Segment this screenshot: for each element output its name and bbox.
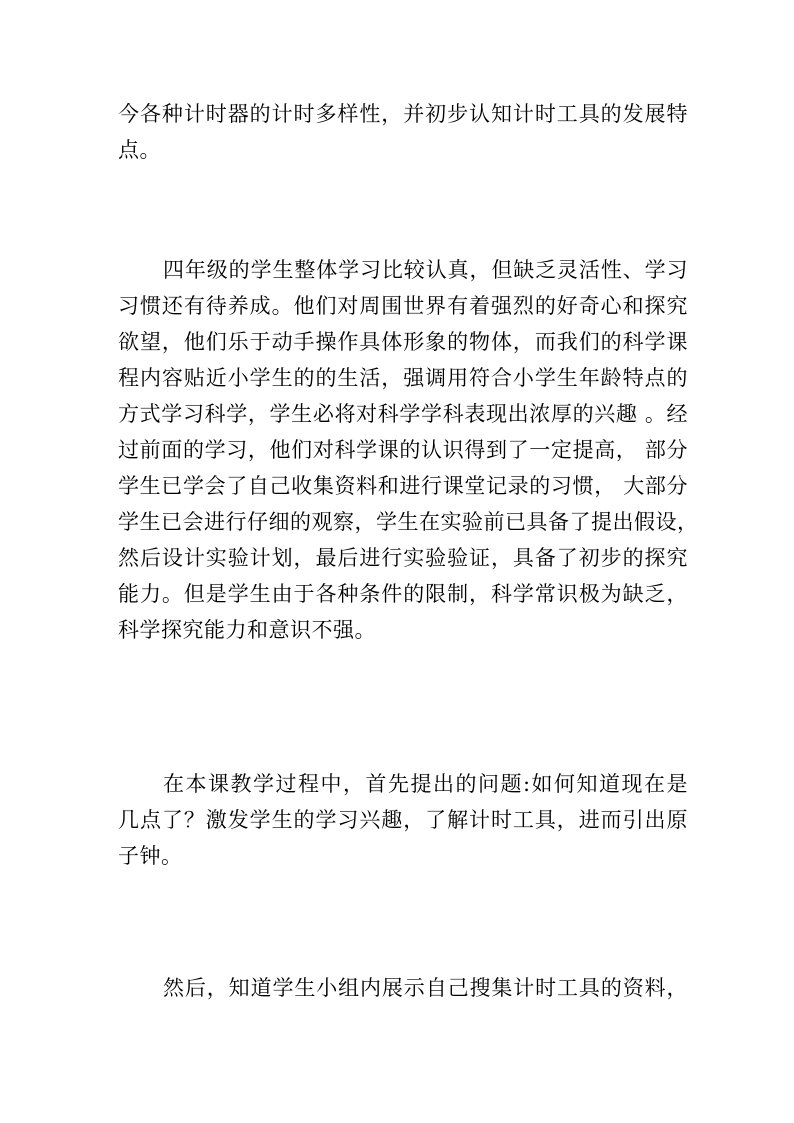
text-line: 习惯还有待养成。他们对周围世界有着强烈的好奇心和探究 bbox=[118, 294, 688, 318]
text-line: 过前面的学习，他们对科学课的认识得到了一定提高， 部分 bbox=[118, 438, 688, 462]
text-line: 程内容贴近小学生的的生活，强调用符合小学生年龄特点的 bbox=[118, 366, 688, 390]
text-line: 科学探究能力和意识不强。 bbox=[118, 618, 376, 642]
paragraph-teaching-process bbox=[118, 766, 688, 874]
text-line: 点。 bbox=[118, 138, 161, 162]
paragraph-group-presentation bbox=[118, 970, 688, 1006]
text-line: 学生已学会了自己收集资料和进行课堂记录的习惯， 大部分 bbox=[118, 474, 688, 498]
text-line: 学生已会进行仔细的观察，学生在实验前已具备了提出假设， bbox=[118, 510, 699, 534]
text-line: 在本课教学过程中，首先提出的问题:如何知道现在是 bbox=[163, 772, 688, 796]
text-line: 今各种计时器的计时多样性，并初步认知计时工具的发展特 bbox=[118, 102, 688, 126]
paragraph-student-analysis bbox=[118, 252, 699, 648]
text-line: 几点了？激发学生的学习兴趣，了解计时工具，进而引出原 bbox=[118, 808, 688, 832]
paragraph-timekeeping-diversity bbox=[118, 96, 688, 168]
text-line: 欲望，他们乐于动手操作具体形象的物体，而我们的科学课 bbox=[118, 330, 688, 354]
text-line: 子钟。 bbox=[118, 844, 183, 868]
text-line: 然后，知道学生小组内展示自己搜集计时工具的资料， bbox=[163, 976, 688, 1000]
text-line: 方式学习科学，学生必将对科学学科表现出浓厚的兴趣 。经 bbox=[118, 402, 688, 426]
text-line: 能力。但是学生由于各种条件的限制，科学常识极为缺乏， bbox=[118, 582, 688, 606]
text-line: 四年级的学生整体学习比较认真，但缺乏灵活性、学习 bbox=[163, 258, 688, 282]
text-line: 然后设计实验计划，最后进行实验验证，具备了初步的探究 bbox=[118, 546, 688, 570]
